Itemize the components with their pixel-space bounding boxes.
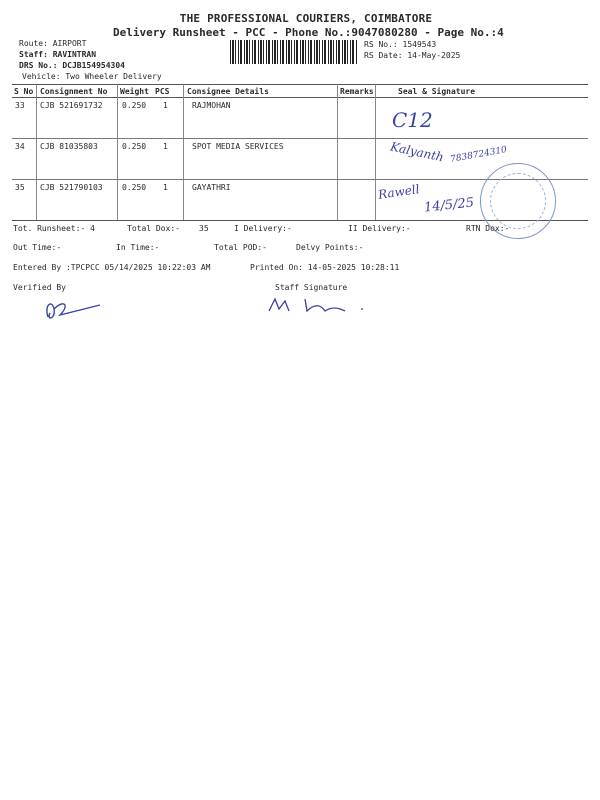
col-weight: Weight — [120, 87, 149, 96]
verifier-signature — [40, 295, 110, 325]
runsheet-subtitle: Delivery Runsheet - PCC - Phone No.:9047080280 - Page No.:4 — [113, 26, 504, 39]
table-row-consignment: CJB 521790103 — [40, 183, 103, 192]
total-pod: Total POD:- — [214, 243, 267, 252]
col-consignee: Consignee Details — [187, 87, 269, 96]
table-row-sno: 35 — [15, 183, 25, 192]
rs-date: RS Date: 14-May-2025 — [364, 51, 461, 60]
rs-number: RS No.: 1549543 — [364, 40, 437, 49]
total-dox-label: Total Dox:- — [127, 224, 180, 233]
out-time: Out Time:- — [13, 243, 62, 252]
staff-signature-label: Staff Signature — [275, 283, 348, 292]
table-row-sno: 34 — [15, 142, 25, 151]
table-row-weight: 0.250 — [122, 183, 147, 192]
table-row-pcs: 1 — [163, 183, 168, 192]
table-row-consignee: SPOT MEDIA SERVICES — [192, 142, 284, 151]
col-pcs: PCS — [155, 87, 170, 96]
table-row-sno: 33 — [15, 101, 25, 110]
printed-on: Printed On: 14-05-2025 10:28:11 — [250, 263, 400, 272]
table-row-weight: 0.250 — [122, 101, 147, 110]
barcode — [230, 40, 358, 64]
table-row-consignment: CJB 521691732 — [40, 101, 103, 110]
table-row-consignee: RAJMOHAN — [192, 101, 231, 110]
table-row-consignment: CJB 81035803 — [40, 142, 98, 151]
first-delivery: I Delivery:- — [234, 224, 292, 233]
row3-date: 14/5/25 — [423, 195, 475, 216]
table-row-pcs: 1 — [163, 142, 168, 151]
col-remarks: Remarks — [340, 87, 374, 96]
row3-signature: Rawell — [377, 182, 421, 202]
in-time: In Time:- — [116, 243, 160, 252]
staff-label: Staff: RAVINTRAN — [19, 50, 97, 59]
total-dox-value: 35 — [199, 224, 209, 233]
verified-by: Verified By — [13, 283, 66, 292]
col-sno: S No — [14, 87, 34, 96]
tot-runsheet: Tot. Runsheet:- 4 — [13, 224, 95, 233]
entered-by: Entered By :TPCPCC 05/14/2025 10:22:03 AM — [13, 263, 211, 272]
col-consignment: Consignment No — [40, 87, 108, 96]
table-row-weight: 0.250 — [122, 142, 147, 151]
route-label: Route: AIRPORT — [19, 39, 87, 48]
row2-signature: Kalyanth — [389, 139, 446, 165]
rtn-dox: RTN Dox:- — [466, 224, 510, 233]
drs-number: DRS No.: DCJB154954304 — [19, 61, 125, 70]
row1-signature: C12 — [392, 108, 433, 132]
second-delivery: II Delivery:- — [348, 224, 411, 233]
table-row-pcs: 1 — [163, 101, 168, 110]
company-title: THE PROFESSIONAL COURIERS, COIMBATORE — [179, 12, 433, 25]
vehicle-label: Vehicle: Two Wheeler Delivery — [22, 72, 162, 81]
row2-phone: 7838724310 — [449, 145, 508, 165]
delvy-points: Delvy Points:- — [296, 243, 364, 252]
table-row-consignee: GAYATHRI — [192, 183, 231, 192]
col-seal-signature: Seal & Signature — [398, 87, 476, 96]
staff-signature — [265, 295, 375, 319]
